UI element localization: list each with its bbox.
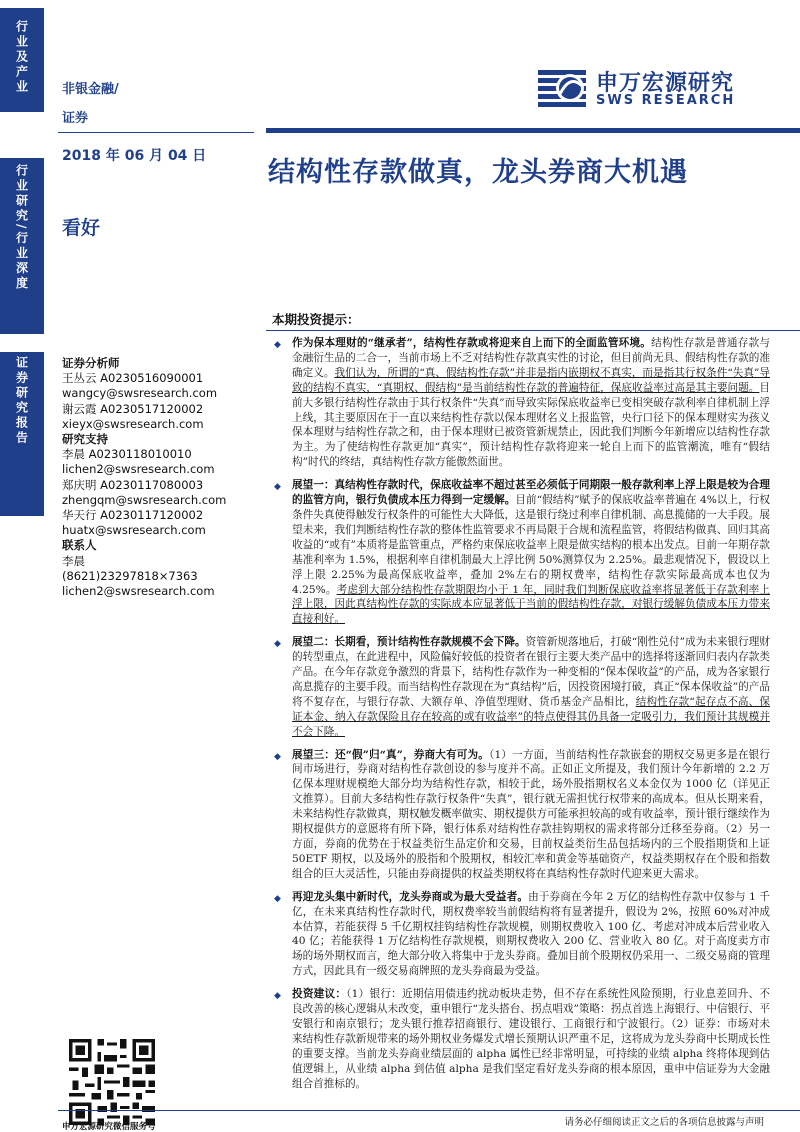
report-title: 结构性存款做真，龙头券商大机遇 [268,157,688,188]
sidebar-section-report-type: 证券研究报告 [0,352,44,516]
left-sidebar [0,0,44,1132]
summary-rule [266,330,800,331]
sidebar-section-research-type: 行业研究/行业深度 [0,158,44,334]
rating: 看好 [62,217,101,239]
summary-item: ◆ 投资建议：（1）银行：近期信用债违约扰动板块走势，但不存在系统性风险预期，行业息差回升、不良改善的核心逻辑从未改变，重申银行“龙头搭台、拐点唱戏”策略：拐点首选上海银行、中信银行、平安银行和南京银行；龙头银行推荐招商银行、建设银行、工商银行和宁波银行。（2）证券：市场对未来结构性存款新规带来的场外期权业务爆发式增长预期认识严重不足，这将成为龙头券商中长期成长性的重要支撑。当前龙头券商业绩层面的 alpha 属性已经非常明显，可持续的业绩 alpha 终将体现到估值逻辑上，从业绩 alpha 到估值 alpha 是我们坚定看好龙头券商的根本原因，重申中信证券为大金融组合首推标的。 [274,988,771,1090]
diamond-bullet-icon: ◆ [274,482,281,493]
report-date: 2018 年 06 月 04 日 [62,148,207,164]
support-1-email[interactable]: lichen2@swsresearch.com [62,462,215,477]
qr-code-icon [66,1036,158,1128]
analyst-2: 谢云霞 A0230517120002 [62,401,204,416]
analyst-1: 王丛云 A0230516090001 [62,371,204,386]
analyst-1-email[interactable]: wangcy@swsresearch.com [62,386,218,401]
footer-disclaimer: 请务必仔细阅读正文之后的各项信息披露与声明 [564,1117,764,1128]
analyst-list [62,356,262,599]
analyst-heading: 证券分析师 [62,356,120,370]
company-logo [536,64,756,112]
contact-heading: 联系人 [62,538,97,553]
analyst-2-email[interactable]: xieyx@swsresearch.com [62,416,204,431]
contact-email[interactable]: lichen2@swsresearch.com [62,584,215,599]
contact-name: 李晨 [62,553,85,568]
support-3-email[interactable]: huatx@swsresearch.com [62,523,206,538]
diamond-bullet-icon: ◆ [274,639,281,650]
summary-item: ◆ 再迎龙头集中新时代，龙头券商或为最大受益者。由于券商在今年 2 万亿的结构性存款中仅参与 1 千亿，在未来真结构性存款时代，期权费率较当前假结构将有显著提升，假设为 2%，按照 60%对冲成本估算，若能获得 5 千亿期权挂钩结构性存款规模，则期权费收入 100 亿、考虑对冲成本后营业收入 40 亿；若能获得 1 万亿结构性存款规模，则期权费收入 200 亿、营业收入 80 亿。对于高度卖方市场的场外期权而言，绝大部分收入将集中于龙头券商。叠加目前个股期权仍采用一、二级交易商的管理方式，因此具有一级交易商牌照的龙头券商最为受益。 [274,890,771,978]
diamond-bullet-icon: ◆ [274,991,281,1002]
diamond-bullet-icon: ◆ [274,893,281,904]
diamond-bullet-icon: ◆ [274,751,281,762]
logo-mark-icon [536,64,592,112]
contact-phone: (8621)23297818×7363 [62,568,198,583]
summary-heading: 本期投资提示： [272,312,360,327]
support-2-email[interactable]: zhengqm@swsresearch.com [62,492,227,507]
summary-item: ◆ 展望一：真结构性存款时代，保底收益率不超过甚至必须低于同期限一般存款利率上浮上限是较为合理的监管方向，银行负债成本压力得到一定缓解。目前“假结构”赋予的保底收益率普遍在 4%以上，行权条件失真使得触发行权条件的可能性大大降低，这是银行绕过利率自律机制、高息揽储的一大手段。展望未来，我们判断结构性存款的整体性监管要求不再局限于合规和流程监管，将假结构做真、回归其高收益的“或有”本质将是监管重点，严格约束保底收益率上限是做实结构的根本出发点。目前一年期存款基准利率为 1.5%，根据利率自律机制最大上浮比例 50%测算仅为 2.25%。最悲观情况下，假设以上浮上限 2.25%为最高保底收益率，叠加 2%左右的期权费率，结构性存款实际最高成本也仅为 4.25%。考虑到大部分结构性存款期限均小于 1 年，同时我们判断保底收益率将显著低于存款利率上浮上限，因此真结构性存款的实际成本应显著低于当前的假结构性存款，对银行缓解负债成本压力带来直接利好。 [274,479,770,626]
logo-text-cn: 申万宏源研究 [596,71,735,96]
category-subsector: 证券 [62,111,89,126]
footer-rule [58,1110,800,1111]
logo-text-en: SWS RESEARCH [596,93,736,108]
sidebar-section-industry: 行业及产业 [0,8,44,112]
summary-item: ◆ 展望三：还“假”归“真”，券商大有可为。（1）一方面，当前结构性存款嵌套的期权交易更多是在银行间市场进行，券商对结构性存款创设的参与度并不高。正如正文所提及，我们预计今年新增的 2.2 万亿保本理财规模绝大部分均为结构性存款，相较于此，场外股指期权名义本金仅为 1000 亿（详见正文推算）。目前大多结构性存款行权条件“失真”，银行就无需担忧行权带来的高成本。但从长期来看，未来结构性存款做真，期权触发概率做实、期权提供方可能承担较高的或有收益率，预计银行继续作为期权提供方的意愿将有所下降，银行体系对结构性存款挂钩期权的需求将部分迁移至券商。（2）另一方面，券商的优势在于权益类衍生品定价和交易，目前权益类衍生品包括场内的三个股指期货和上证 50ETF 期权，以及场外的股指和个股期权，相较汇率和黄金等基础资产，权益类期权存在个股和指数组合的巨大灵活性，只能由券商提供的权益类期权将在真结构性存款时代迎来更大需求。 [274,748,770,880]
header-rule [266,128,800,133]
category-sector: 非银金融/ [62,82,119,97]
support-2: 郑庆明 A0230117080003 [62,477,204,492]
diamond-bullet-icon: ◆ [274,340,281,350]
summary-item: ◆ 作为保本理财的“继承者”，结构性存款或将迎来自上而下的全面监管环境。结构性存款是普通存款与金融衍生品的二合一，当前市场上不乏对结构性存款真实性的讨论，但目前尚无具、假结构性存款的准确定义。我们认为，所谓的“真、假结构性存款”并非是指内嵌期权不真实，而是指其行权条件“失真”导致的结构不真实，“真期权、假结构”是当前结构性存款的普遍特征，保底收益率过高是其主要问题。目前大多银行结构性存款由于其行权条件“失真”而导致实际保底收益率已变相突破存款利率自律机制上浮上线，其主要原因在于一直以来结构性存款以保本理财名义上报监管，央行口径下的保本理财实为孩义保本理财与结构性存款之和，由于保本理财已被资管新规禁止，因此我们判断今年新增应以结构性存款为主。为了使结构性存款更加“真实”，预计结构性存款将迎来一轮自上而下的监管潮流，唯有“假结构”时代的终结，真结构性存款方能傲然面世。 [274,337,771,469]
summary-item: ◆ 展望二：长期看，预计结构性存款规模不会下降。资管新规落地后，打破“刚性兑付”成为未来银行理财的转型重点，在此进程中，风险偏好较低的投资者在银行主要大类产品中的选择将逐渐回归表内存款类产品。在今年存款竞争激烈的背景下，结构性存款作为一种变相的“保本保收益”的产品，成为各家银行高息揽存的主要手段。而当结构性存款现在为“真结构”后，因投资困境打破，真正“保本保收益”的产品将不复存在，与银行存款、大额存单、净值型理财、货币基金产品相比，结构性存款“起存点不高、保证本金、纳入存款保险且存在较高的或有收益率”的特点使得其仍具备一定吸引力，我们预计其规模并不会下降。 [274,636,771,738]
summary-body [270,336,770,1100]
support-1: 李晨 A0230118010010 [62,447,192,462]
support-3: 华天行 A0230117120002 [62,508,204,523]
support-heading: 研究支持 [62,432,108,447]
qr-caption: 申万宏源研究微信服务号 [62,1122,156,1132]
header-rule-left [58,132,254,133]
